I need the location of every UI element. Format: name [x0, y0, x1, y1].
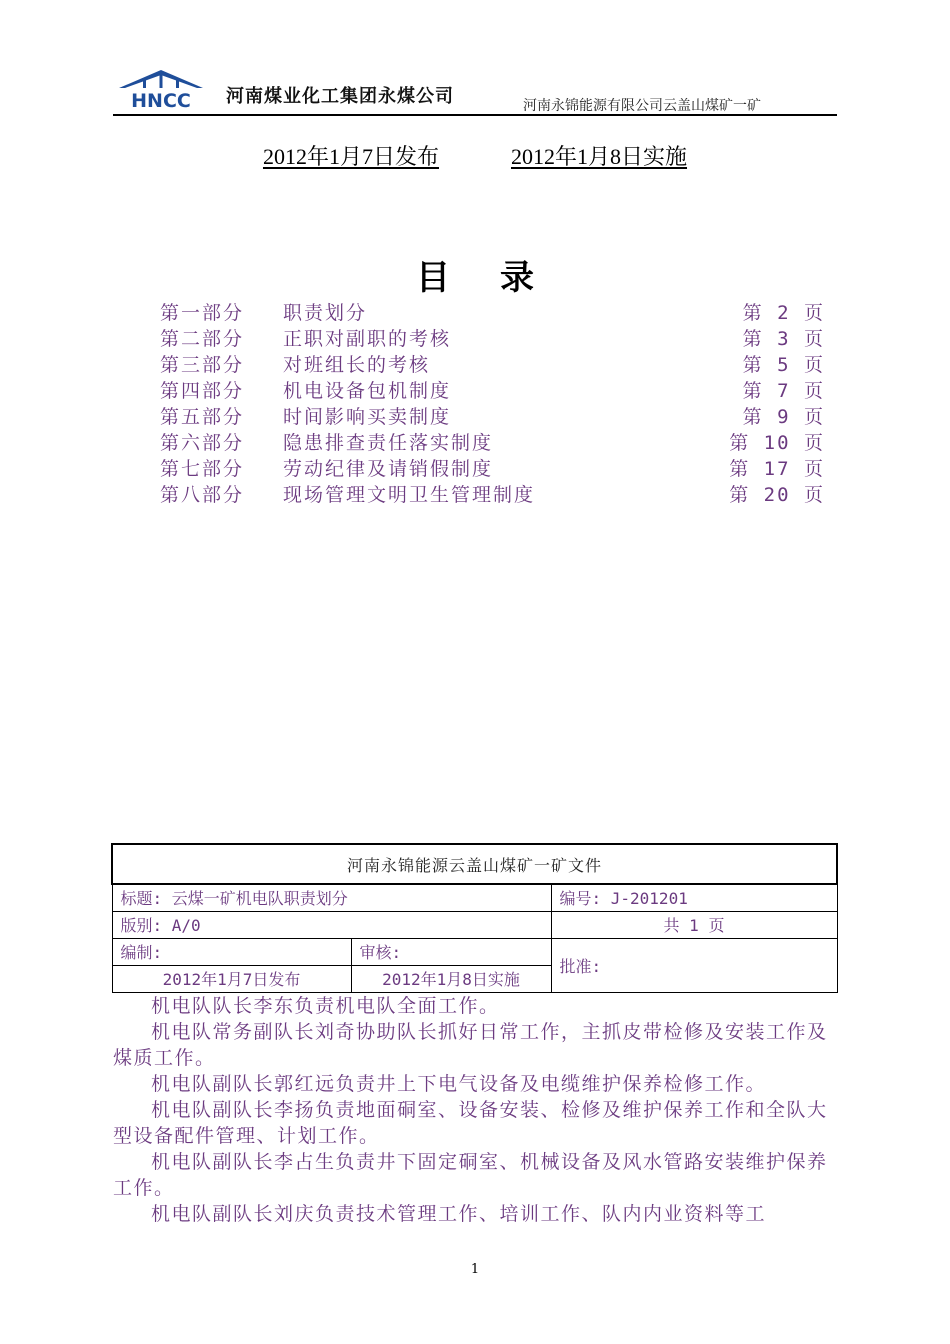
doc-title-cell: 标题: 云煤一矿机电队职责划分	[112, 884, 551, 911]
toc-part-label: 第七部分	[160, 458, 245, 480]
toc-part-label: 第五部分	[160, 406, 245, 428]
paragraph: 机电队常务副队长刘奇协助队长抓好日常工作，主抓皮带检修及安装工作及煤质工作。	[113, 1021, 828, 1069]
toc-page-number: 第 3 页	[742, 328, 825, 350]
toc-item-title: 正职对副职的考核	[283, 328, 452, 350]
toc-item	[160, 350, 825, 376]
toc-part-label: 第八部分	[160, 484, 245, 506]
release-date: 2012年1月7日发布	[262, 144, 439, 169]
toc-page-number: 第 10 页	[729, 432, 825, 454]
toc-item-title: 对班组长的考核	[283, 354, 431, 376]
toc-part-label: 第三部分	[160, 354, 245, 376]
logo-text: HNCC	[131, 90, 191, 110]
toc-item-title: 职责划分	[283, 302, 368, 324]
toc-item-title: 劳动纪律及请销假制度	[283, 458, 494, 480]
toc-item	[160, 428, 825, 454]
paragraph: 机电队副队长刘庆负责技术管理工作、培训工作、队内内业资料等工	[151, 1203, 767, 1225]
toc-part-label: 第六部分	[160, 432, 245, 454]
toc-part-label: 第一部分	[160, 302, 245, 324]
paragraph: 机电队队长李东负责机电队全面工作。	[151, 995, 500, 1017]
effective-date: 2012年1月8日实施	[511, 144, 688, 169]
compiled-by-cell: 编制:	[112, 938, 351, 965]
toc-item	[160, 324, 825, 350]
toc-item-title: 机电设备包机制度	[283, 380, 452, 402]
toc-item	[160, 480, 825, 506]
doc-version-cell: 版别: A/0	[112, 911, 551, 938]
toc-part-label: 第二部分	[160, 328, 245, 350]
approved-by-cell: 批准:	[551, 938, 837, 992]
doc-number-cell: 编号: J-201201	[551, 884, 837, 911]
toc-item	[160, 402, 825, 428]
mine-name: 河南永锦能源有限公司云盖山煤矿一矿	[523, 98, 761, 114]
toc-item-title: 时间影响买卖制度	[283, 406, 452, 428]
toc-item-title: 隐患排查责任落实制度	[283, 432, 494, 454]
hncc-logo	[113, 66, 209, 110]
toc-part-label: 第四部分	[160, 380, 245, 402]
doc-effective-cell: 2012年1月8日实施	[351, 965, 551, 992]
doc-total-pages-cell: 共 1 页	[551, 911, 837, 938]
header-divider	[113, 114, 837, 116]
toc-page-number: 第 9 页	[742, 406, 825, 428]
toc-item-title: 现场管理文明卫生管理制度	[283, 484, 536, 506]
toc-title: 目录	[416, 258, 584, 298]
toc-item	[160, 454, 825, 480]
publish-dates	[0, 140, 950, 171]
toc-page-number: 第 20 页	[729, 484, 825, 506]
toc-item	[160, 376, 825, 402]
page-number: 1	[470, 1262, 480, 1277]
toc-page-number: 第 5 页	[742, 354, 825, 376]
reviewed-by-cell: 审核:	[351, 938, 551, 965]
toc-page-number: 第 7 页	[742, 380, 825, 402]
paragraph: 机电队副队长李占生负责井下固定硐室、机械设备及风水管路安装维护保养工作。	[113, 1151, 828, 1199]
document-info-table	[111, 843, 838, 993]
toc-page-number: 第 17 页	[729, 458, 825, 480]
paragraph: 机电队副队长郭红远负责井上下电气设备及电缆维护保养检修工作。	[151, 1073, 767, 1095]
paragraph: 机电队副队长李扬负责地面硐室、设备安装、检修及维护保养工作和全队大型设备配件管理、计划工作。	[113, 1099, 828, 1147]
responsibility-text	[113, 993, 837, 1227]
doc-release-cell: 2012年1月7日发布	[112, 965, 351, 992]
company-name: 河南煤业化工集团永煤公司	[226, 86, 454, 107]
table-of-contents	[160, 298, 825, 506]
doc-heading: 河南永锦能源云盖山煤矿一矿文件	[112, 844, 837, 884]
toc-page-number: 第 2 页	[742, 302, 825, 324]
toc-item	[160, 298, 825, 324]
